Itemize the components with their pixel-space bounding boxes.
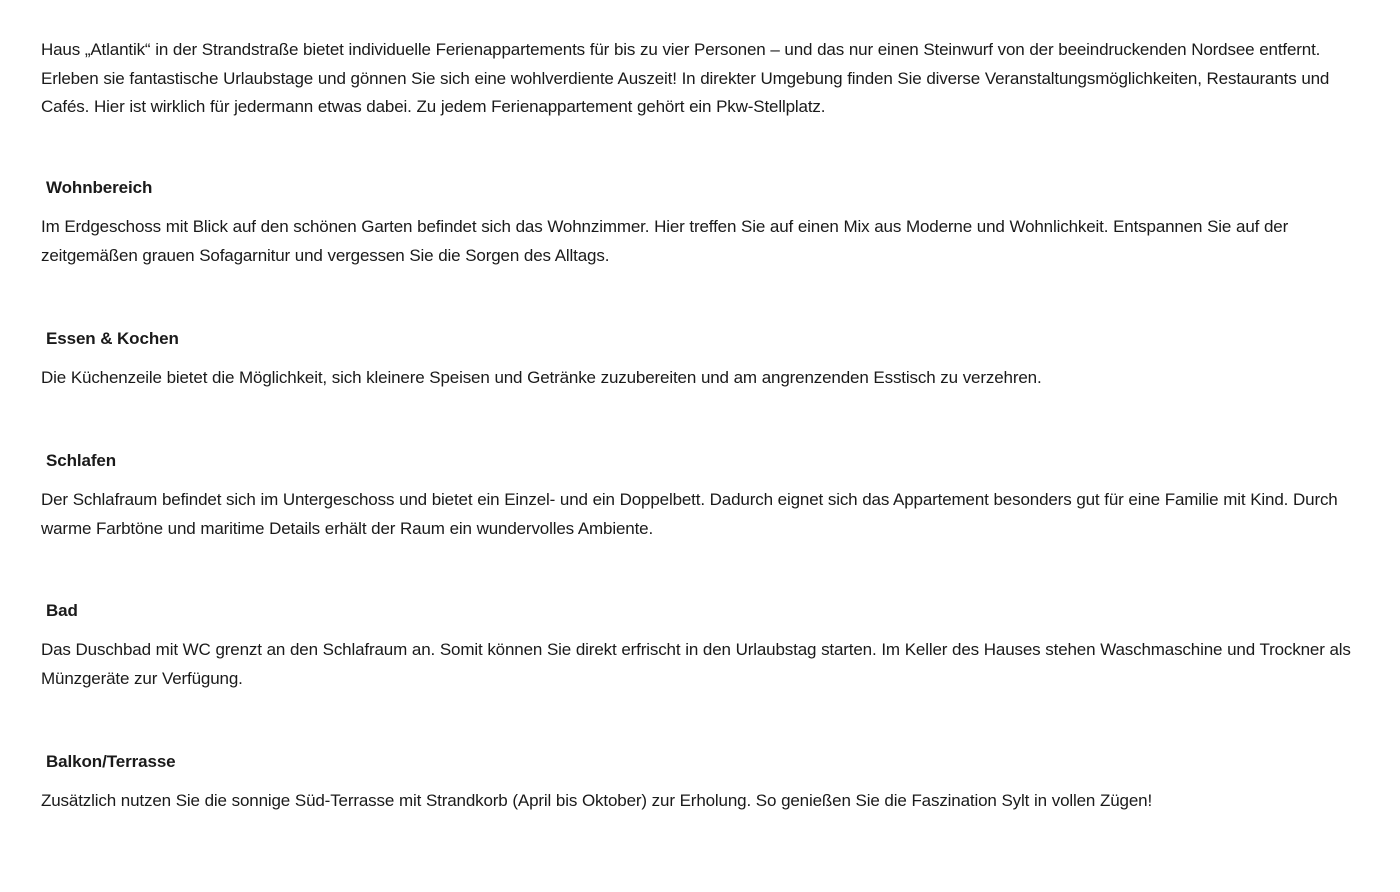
section-heading-balkon-terrasse: Balkon/Terrasse — [46, 752, 176, 771]
section-heading-bad: Bad — [46, 601, 78, 620]
section-text-essen-kochen: Die Küchenzeile bietet die Möglichkeit, sich kleinere Speisen und Getränke zuzubereiten und am angrenzenden Esstisch zu verzehren. — [41, 368, 1042, 387]
section-text-balkon-terrasse: Zusätzlich nutzen Sie die sonnige Süd-Terrasse mit Strandkorb (April bis Oktober) zur Erholung. So genießen Sie die Faszination Sylt in vollen Zügen! — [41, 791, 1153, 810]
section-heading-schlafen: Schlafen — [46, 451, 117, 470]
section-text-wohnbereich: Im Erdgeschoss mit Blick auf den schönen Garten befindet sich das Wohnzimmer. Hier treffen Sie auf einen Mix aus Moderne und Wohnlichkeit. Entspannen Sie auf der zeitgemäßen grauen Sofagarnitur und vergessen Sie die Sorgen des Alltags. — [41, 217, 1289, 265]
section-heading-essen-kochen: Essen & Kochen — [46, 329, 179, 348]
section-text-schlafen: Der Schlafraum befindet sich im Untergeschoss und bietet ein Einzel- und ein Doppelbett. Dadurch eignet sich das Appartement besonders gut für eine Familie mit Kind. Durch warme Farbtöne und maritime Details erhält der Raum ein wundervolles Ambiente. — [41, 490, 1338, 538]
section-text-bad: Das Duschbad mit WC grenzt an den Schlafraum an. Somit können Sie direkt erfrischt in den Urlaubstag starten. Im Keller des Hauses stehen Waschmaschine und Trockner als Münzgeräte zur Verfügung. — [41, 640, 1351, 688]
section-heading-wohnbereich: Wohnbereich — [46, 178, 153, 197]
intro-paragraph: Haus „Atlantik“ in der Strandstraße bietet individuelle Ferienappartements für bis zu vier Personen – und das nur einen Steinwurf von der beeindruckenden Nordsee entfernt. Erleben sie fantastische Urlaubstage und gönnen Sie sich eine wohlverdiente Auszeit! In direkter Umgebung finden Sie diverse Veranstaltungsmöglichkeiten, Restaurants und Cafés. Hier ist wirklich für jedermann etwas dabei. Zu jedem Ferienappartement gehört ein Pkw-Stellplatz. — [41, 40, 1330, 116]
